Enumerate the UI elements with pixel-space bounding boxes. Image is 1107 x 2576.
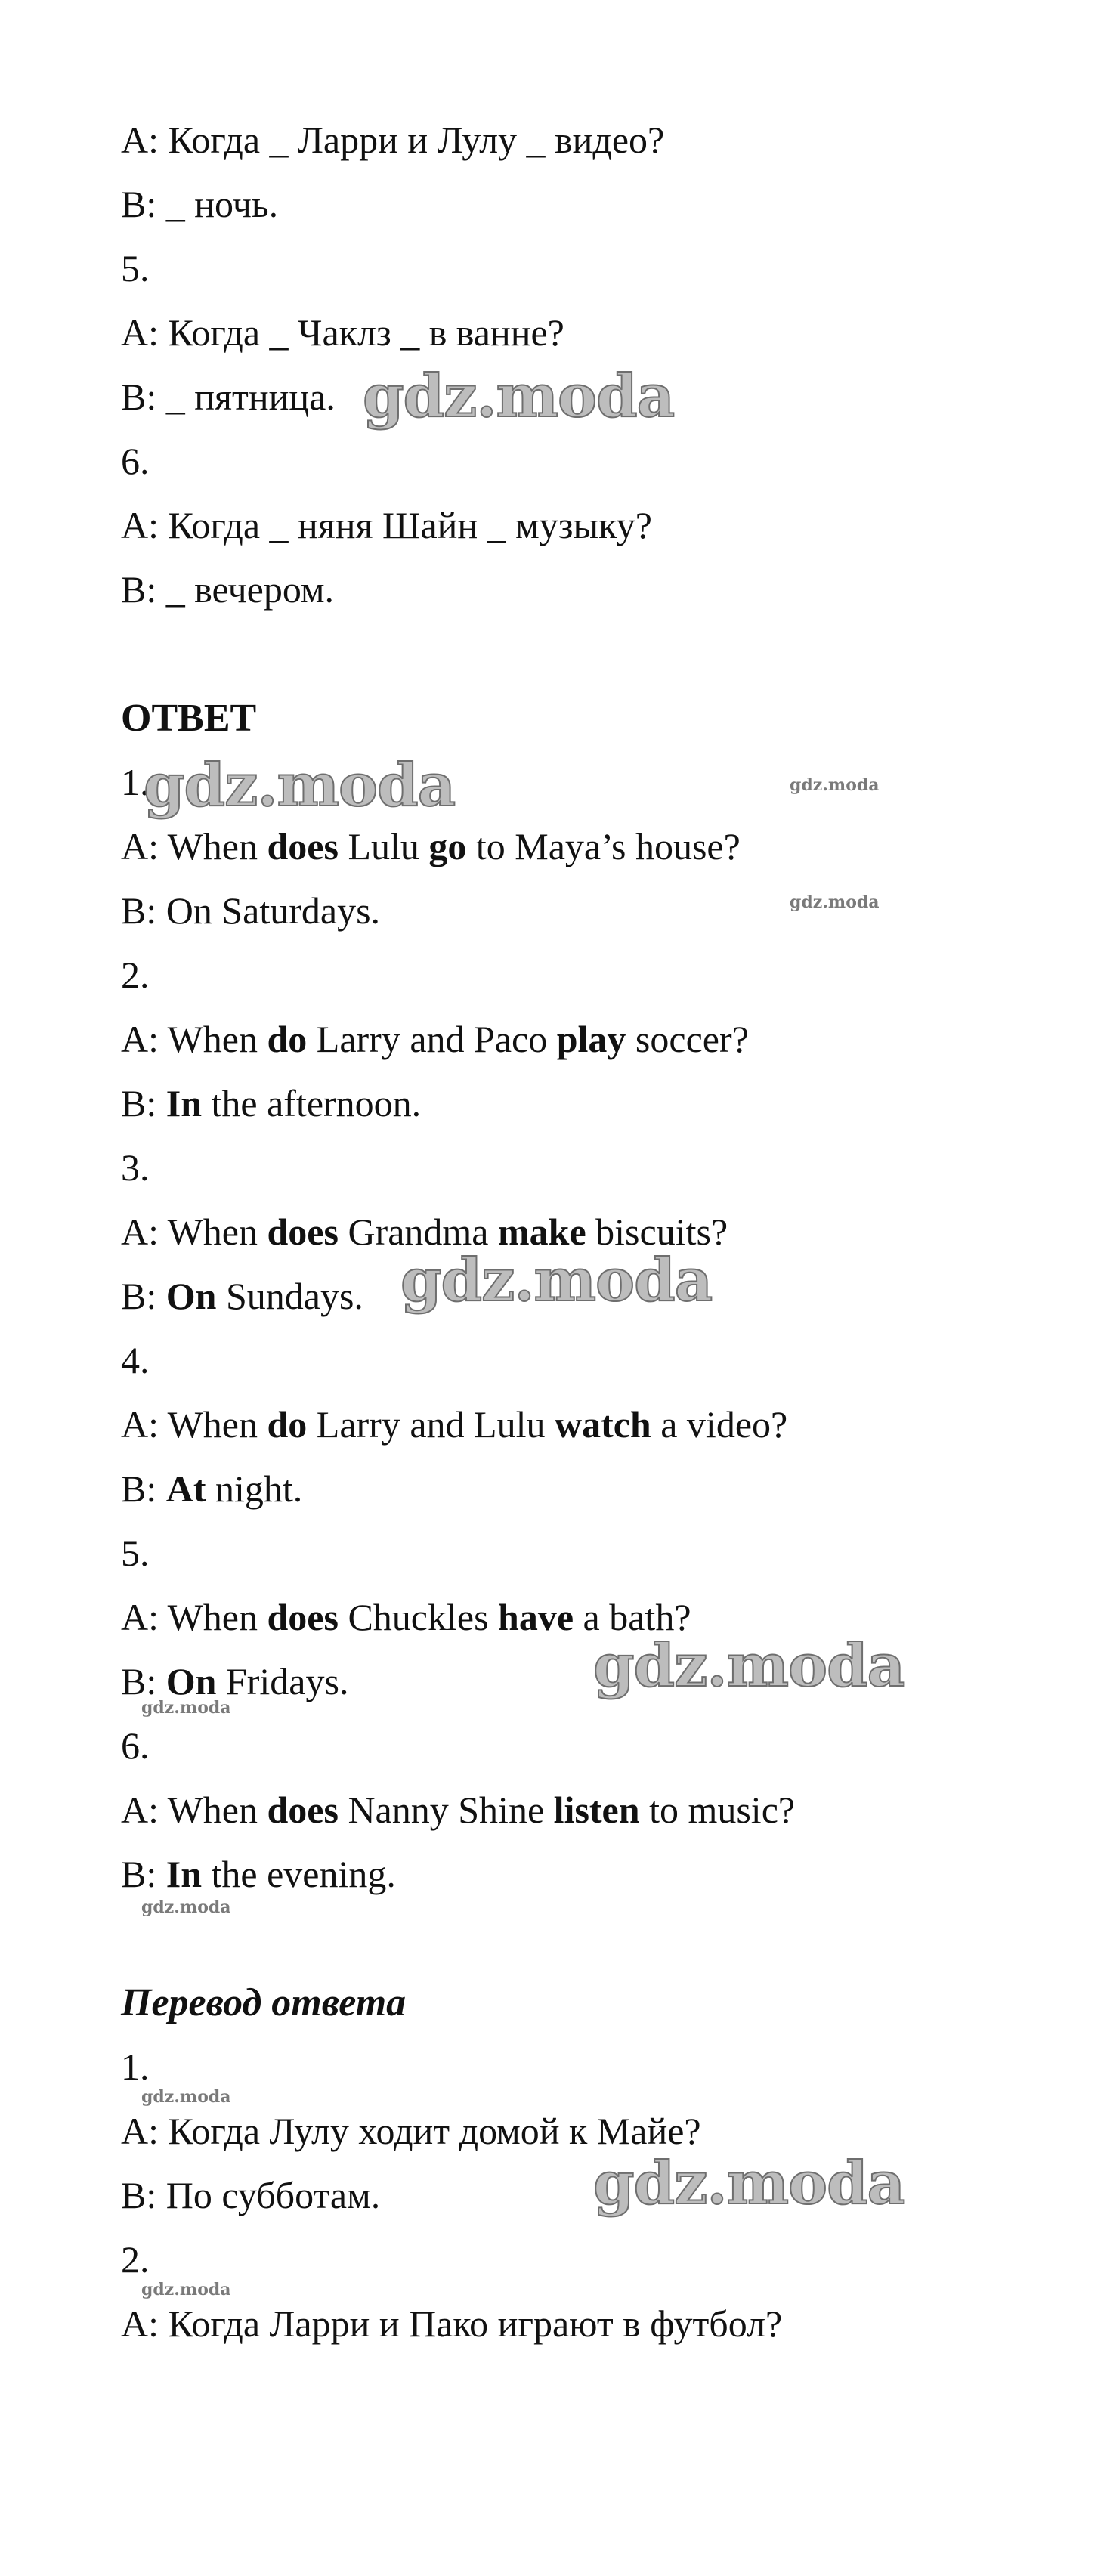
watermark-logo: gdz.moda <box>363 362 675 431</box>
task-line: A: Когда _ няня Шайн _ музыку? <box>121 504 652 546</box>
watermark-small: gdz.moda <box>141 1698 231 1718</box>
task-line: A: Когда _ Чаклз _ в ванне? <box>121 311 564 354</box>
answer-number: 5. <box>121 1532 150 1574</box>
watermark-small: gdz.moda <box>141 1897 231 1917</box>
answer-number: 4. <box>121 1339 150 1381</box>
task-number: 5. <box>121 247 150 289</box>
task-line: B: _ пятница. <box>121 376 336 418</box>
task-line: A: Когда _ Ларри и Лулу _ видео? <box>121 119 665 161</box>
watermark-logo: gdz.moda <box>593 2149 905 2218</box>
answer-question: A: When does Grandma make biscuits? <box>121 1211 728 1253</box>
translation-line: A: Когда Ларри и Пако играют в футбол? <box>121 2302 783 2345</box>
answer-question: A: When does Lulu go to Maya’s house? <box>121 825 741 867</box>
answer-number: 6. <box>121 1724 150 1767</box>
watermark-logo: gdz.moda <box>400 1246 713 1315</box>
answer-heading: ОТВЕТ <box>121 697 257 740</box>
answer-reply: B: On Saturdays. <box>121 889 381 932</box>
answer-reply: B: In the evening. <box>121 1853 396 1895</box>
translation-number: 1. <box>121 2046 150 2088</box>
task-number: 6. <box>121 440 150 482</box>
answer-number: 3. <box>121 1146 150 1189</box>
task-line: B: _ вечером. <box>121 568 335 611</box>
watermark-logo: gdz.moda <box>144 751 456 820</box>
answer-question: A: When do Larry and Lulu watch a video? <box>121 1403 788 1446</box>
task-line: B: _ ночь. <box>121 183 279 225</box>
watermark-small: gdz.moda <box>141 2087 231 2107</box>
translation-line: B: По субботам. <box>121 2174 381 2216</box>
translation-line: A: Когда Лулу ходит домой к Майе? <box>121 2110 701 2152</box>
answer-reply: B: On Fridays. <box>121 1660 349 1702</box>
answer-question: A: When do Larry and Paco play soccer? <box>121 1018 749 1060</box>
watermark-small: gdz.moda <box>141 2280 231 2299</box>
watermark-small: gdz.moda <box>790 775 880 795</box>
watermark-logo: gdz.moda <box>593 1631 905 1700</box>
answer-reply: B: At night. <box>121 1467 303 1510</box>
answer-number: 2. <box>121 954 150 996</box>
answer-question: A: When does Nanny Shine listen to music? <box>121 1789 796 1831</box>
answer-question: A: When does Chuckles have a bath? <box>121 1596 691 1638</box>
answer-number: 1. <box>121 761 150 803</box>
answer-reply: B: In the afternoon. <box>121 1082 422 1124</box>
translation-heading: Перевод ответа <box>121 1981 407 2024</box>
answer-reply: B: On Sundays. <box>121 1275 363 1317</box>
watermark-small: gdz.moda <box>790 892 880 912</box>
translation-number: 2. <box>121 2238 150 2281</box>
